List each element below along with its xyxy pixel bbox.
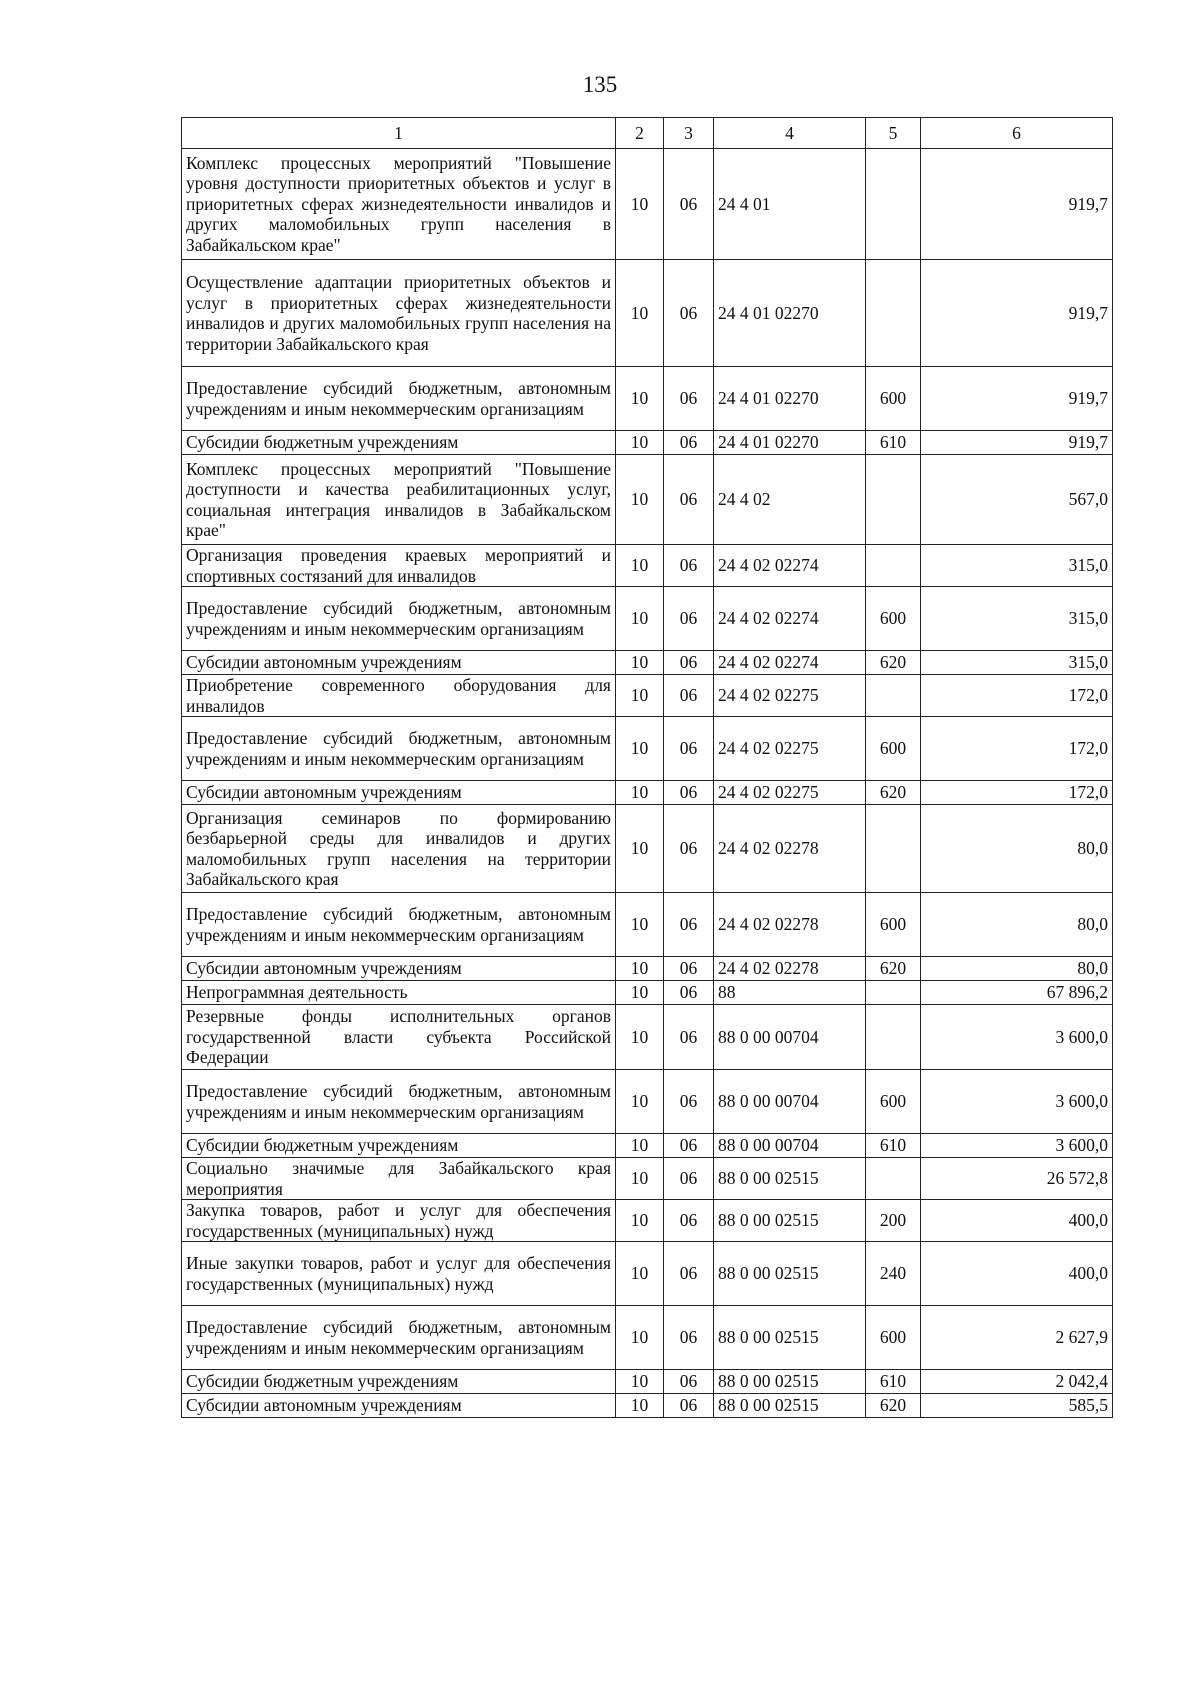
header-cell-2: 2 bbox=[616, 118, 664, 149]
table-row bbox=[182, 1306, 1113, 1370]
table-row bbox=[182, 893, 1113, 957]
expense-type-cell: 600 bbox=[866, 717, 921, 781]
row-name-cell: Организация семинаров по формированию безбарьерной среды для инвалидов и других маломобильных групп населения на территории Забайкальского края bbox=[182, 805, 616, 893]
amount-cell: 172,0 bbox=[921, 781, 1113, 805]
table-row bbox=[182, 957, 1113, 981]
header-cell-5: 5 bbox=[866, 118, 921, 149]
expense-type-cell: 610 bbox=[866, 1370, 921, 1394]
expense-type-cell bbox=[866, 981, 921, 1005]
amount-cell: 919,7 bbox=[921, 367, 1113, 431]
amount-cell: 315,0 bbox=[921, 545, 1113, 587]
section-code-cell: 10 bbox=[616, 957, 664, 981]
target-article-cell: 24 4 02 bbox=[714, 455, 866, 545]
amount-cell: 3 600,0 bbox=[921, 1070, 1113, 1134]
amount-cell: 26 572,8 bbox=[921, 1158, 1113, 1200]
section-code-cell: 10 bbox=[616, 651, 664, 675]
subsection-code-cell: 06 bbox=[664, 545, 714, 587]
amount-cell: 80,0 bbox=[921, 957, 1113, 981]
target-article-cell: 88 0 00 02515 bbox=[714, 1200, 866, 1242]
table-row bbox=[182, 1005, 1113, 1070]
row-name-cell: Социально значимые для Забайкальского края мероприятия bbox=[182, 1158, 616, 1200]
header-cell-1: 1 bbox=[182, 118, 616, 149]
section-code-cell: 10 bbox=[616, 781, 664, 805]
row-name-cell: Иные закупки товаров, работ и услуг для обеспечения государственных (муниципальных) нужд bbox=[182, 1242, 616, 1306]
expense-type-cell: 610 bbox=[866, 1134, 921, 1158]
expense-type-cell: 240 bbox=[866, 1242, 921, 1306]
table-row bbox=[182, 1370, 1113, 1394]
target-article-cell: 24 4 02 02275 bbox=[714, 675, 866, 717]
section-code-cell: 10 bbox=[616, 1070, 664, 1134]
amount-cell: 67 896,2 bbox=[921, 981, 1113, 1005]
target-article-cell: 24 4 02 02275 bbox=[714, 717, 866, 781]
subsection-code-cell: 06 bbox=[664, 1306, 714, 1370]
row-name-cell: Предоставление субсидий бюджетным, автономным учреждениям и иным некоммерческим организациям bbox=[182, 717, 616, 781]
expense-type-cell bbox=[866, 545, 921, 587]
table-row bbox=[182, 545, 1113, 587]
subsection-code-cell: 06 bbox=[664, 1370, 714, 1394]
target-article-cell: 88 0 00 02515 bbox=[714, 1306, 866, 1370]
subsection-code-cell: 06 bbox=[664, 1070, 714, 1134]
section-code-cell: 10 bbox=[616, 1242, 664, 1306]
target-article-cell: 24 4 02 02274 bbox=[714, 651, 866, 675]
subsection-code-cell: 06 bbox=[664, 805, 714, 893]
target-article-cell: 88 0 00 02515 bbox=[714, 1394, 866, 1418]
row-name-cell: Осуществление адаптации приоритетных объектов и услуг в приоритетных сферах жизнедеятельности инвалидов и других маломобильных групп населения на территории Забайкальского края bbox=[182, 260, 616, 367]
table-row bbox=[182, 1200, 1113, 1242]
row-name-cell: Субсидии автономным учреждениям bbox=[182, 1394, 616, 1418]
expense-type-cell bbox=[866, 1005, 921, 1070]
header-cell-3: 3 bbox=[664, 118, 714, 149]
section-code-cell: 10 bbox=[616, 545, 664, 587]
target-article-cell: 24 4 01 bbox=[714, 149, 866, 260]
row-name-cell: Приобретение современного оборудования для инвалидов bbox=[182, 675, 616, 717]
amount-cell: 2 042,4 bbox=[921, 1370, 1113, 1394]
row-name-cell: Субсидии бюджетным учреждениям bbox=[182, 1134, 616, 1158]
subsection-code-cell: 06 bbox=[664, 1394, 714, 1418]
target-article-cell: 24 4 01 02270 bbox=[714, 367, 866, 431]
subsection-code-cell: 06 bbox=[664, 893, 714, 957]
target-article-cell: 24 4 01 02270 bbox=[714, 260, 866, 367]
table-row bbox=[182, 1394, 1113, 1418]
expense-type-cell: 600 bbox=[866, 367, 921, 431]
subsection-code-cell: 06 bbox=[664, 455, 714, 545]
section-code-cell: 10 bbox=[616, 1005, 664, 1070]
expense-type-cell bbox=[866, 455, 921, 545]
subsection-code-cell: 06 bbox=[664, 1200, 714, 1242]
section-code-cell: 10 bbox=[616, 893, 664, 957]
expense-type-cell: 610 bbox=[866, 431, 921, 455]
subsection-code-cell: 06 bbox=[664, 957, 714, 981]
header-row bbox=[182, 118, 1113, 149]
row-name-cell: Субсидии автономным учреждениям bbox=[182, 651, 616, 675]
subsection-code-cell: 06 bbox=[664, 431, 714, 455]
target-article-cell: 88 0 00 00704 bbox=[714, 1070, 866, 1134]
row-name-cell: Предоставление субсидий бюджетным, автономным учреждениям и иным некоммерческим организациям bbox=[182, 1070, 616, 1134]
section-code-cell: 10 bbox=[616, 1158, 664, 1200]
subsection-code-cell: 06 bbox=[664, 717, 714, 781]
amount-cell: 919,7 bbox=[921, 260, 1113, 367]
table-row bbox=[182, 587, 1113, 651]
row-name-cell: Организация проведения краевых мероприятий и спортивных состязаний для инвалидов bbox=[182, 545, 616, 587]
section-code-cell: 10 bbox=[616, 675, 664, 717]
target-article-cell: 24 4 02 02275 bbox=[714, 781, 866, 805]
target-article-cell: 88 bbox=[714, 981, 866, 1005]
amount-cell: 2 627,9 bbox=[921, 1306, 1113, 1370]
header-cell-6: 6 bbox=[921, 118, 1113, 149]
section-code-cell: 10 bbox=[616, 1370, 664, 1394]
target-article-cell: 88 0 00 00704 bbox=[714, 1005, 866, 1070]
subsection-code-cell: 06 bbox=[664, 781, 714, 805]
target-article-cell: 24 4 02 02278 bbox=[714, 805, 866, 893]
amount-cell: 400,0 bbox=[921, 1200, 1113, 1242]
expense-type-cell: 600 bbox=[866, 1070, 921, 1134]
subsection-code-cell: 06 bbox=[664, 675, 714, 717]
table-row bbox=[182, 260, 1113, 367]
expense-type-cell bbox=[866, 805, 921, 893]
subsection-code-cell: 06 bbox=[664, 1158, 714, 1200]
expense-type-cell: 600 bbox=[866, 587, 921, 651]
target-article-cell: 88 0 00 02515 bbox=[714, 1370, 866, 1394]
amount-cell: 315,0 bbox=[921, 587, 1113, 651]
table-row bbox=[182, 651, 1113, 675]
row-name-cell: Комплекс процессных мероприятий "Повышение уровня доступности приоритетных объектов и услуг в приоритетных сферах жизнедеятельности инвалидов и других маломобильных групп населения в Забайкальском крае" bbox=[182, 149, 616, 260]
table-row bbox=[182, 981, 1113, 1005]
amount-cell: 80,0 bbox=[921, 893, 1113, 957]
subsection-code-cell: 06 bbox=[664, 1134, 714, 1158]
row-name-cell: Непрограммная деятельность bbox=[182, 981, 616, 1005]
target-article-cell: 24 4 02 02278 bbox=[714, 957, 866, 981]
amount-cell: 400,0 bbox=[921, 1242, 1113, 1306]
amount-cell: 919,7 bbox=[921, 149, 1113, 260]
amount-cell: 919,7 bbox=[921, 431, 1113, 455]
amount-cell: 315,0 bbox=[921, 651, 1113, 675]
target-article-cell: 88 0 00 00704 bbox=[714, 1134, 866, 1158]
expense-type-cell bbox=[866, 149, 921, 260]
section-code-cell: 10 bbox=[616, 717, 664, 781]
section-code-cell: 10 bbox=[616, 455, 664, 545]
page-number: 135 bbox=[582, 72, 618, 97]
section-code-cell: 10 bbox=[616, 1394, 664, 1418]
table-row bbox=[182, 1070, 1113, 1134]
amount-cell: 585,5 bbox=[921, 1394, 1113, 1418]
amount-cell: 172,0 bbox=[921, 675, 1113, 717]
section-code-cell: 10 bbox=[616, 1200, 664, 1242]
row-name-cell: Резервные фонды исполнительных органов государственной власти субъекта Российской Федерации bbox=[182, 1005, 616, 1070]
expense-type-cell: 620 bbox=[866, 957, 921, 981]
table-row bbox=[182, 1242, 1113, 1306]
expense-type-cell bbox=[866, 675, 921, 717]
section-code-cell: 10 bbox=[616, 1306, 664, 1370]
row-name-cell: Субсидии бюджетным учреждениям bbox=[182, 431, 616, 455]
subsection-code-cell: 06 bbox=[664, 1242, 714, 1306]
row-name-cell: Субсидии бюджетным учреждениям bbox=[182, 1370, 616, 1394]
budget-table bbox=[181, 117, 1113, 1418]
expense-type-cell: 200 bbox=[866, 1200, 921, 1242]
amount-cell: 3 600,0 bbox=[921, 1134, 1113, 1158]
table-row bbox=[182, 431, 1113, 455]
target-article-cell: 88 0 00 02515 bbox=[714, 1158, 866, 1200]
section-code-cell: 10 bbox=[616, 367, 664, 431]
section-code-cell: 10 bbox=[616, 260, 664, 367]
table-row bbox=[182, 675, 1113, 717]
amount-cell: 80,0 bbox=[921, 805, 1113, 893]
row-name-cell: Субсидии автономным учреждениям bbox=[182, 781, 616, 805]
target-article-cell: 24 4 02 02278 bbox=[714, 893, 866, 957]
section-code-cell: 10 bbox=[616, 805, 664, 893]
subsection-code-cell: 06 bbox=[664, 981, 714, 1005]
target-article-cell: 24 4 02 02274 bbox=[714, 587, 866, 651]
amount-cell: 172,0 bbox=[921, 717, 1113, 781]
section-code-cell: 10 bbox=[616, 981, 664, 1005]
target-article-cell: 88 0 00 02515 bbox=[714, 1242, 866, 1306]
table-row bbox=[182, 149, 1113, 260]
header-cell-4: 4 bbox=[714, 118, 866, 149]
expense-type-cell bbox=[866, 260, 921, 367]
row-name-cell: Предоставление субсидий бюджетным, автономным учреждениям и иным некоммерческим организациям bbox=[182, 893, 616, 957]
table-row bbox=[182, 805, 1113, 893]
row-name-cell: Комплекс процессных мероприятий "Повышение доступности и качества реабилитационных услуг, социальная интеграция инвалидов в Забайкальском крае" bbox=[182, 455, 616, 545]
section-code-cell: 10 bbox=[616, 149, 664, 260]
expense-type-cell: 620 bbox=[866, 781, 921, 805]
amount-cell: 567,0 bbox=[921, 455, 1113, 545]
table-row bbox=[182, 781, 1113, 805]
table-row bbox=[182, 717, 1113, 781]
section-code-cell: 10 bbox=[616, 431, 664, 455]
expense-type-cell: 620 bbox=[866, 651, 921, 675]
target-article-cell: 24 4 01 02270 bbox=[714, 431, 866, 455]
subsection-code-cell: 06 bbox=[664, 367, 714, 431]
table-row bbox=[182, 1158, 1113, 1200]
row-name-cell: Закупка товаров, работ и услуг для обеспечения государственных (муниципальных) нужд bbox=[182, 1200, 616, 1242]
subsection-code-cell: 06 bbox=[664, 587, 714, 651]
row-name-cell: Субсидии автономным учреждениям bbox=[182, 957, 616, 981]
table-row bbox=[182, 1134, 1113, 1158]
row-name-cell: Предоставление субсидий бюджетным, автономным учреждениям и иным некоммерческим организациям bbox=[182, 1306, 616, 1370]
row-name-cell: Предоставление субсидий бюджетным, автономным учреждениям и иным некоммерческим организациям bbox=[182, 367, 616, 431]
section-code-cell: 10 bbox=[616, 587, 664, 651]
table-row bbox=[182, 367, 1113, 431]
expense-type-cell: 600 bbox=[866, 893, 921, 957]
expense-type-cell bbox=[866, 1158, 921, 1200]
target-article-cell: 24 4 02 02274 bbox=[714, 545, 866, 587]
expense-type-cell: 620 bbox=[866, 1394, 921, 1418]
subsection-code-cell: 06 bbox=[664, 1005, 714, 1070]
amount-cell: 3 600,0 bbox=[921, 1005, 1113, 1070]
table-row bbox=[182, 455, 1113, 545]
subsection-code-cell: 06 bbox=[664, 260, 714, 367]
subsection-code-cell: 06 bbox=[664, 149, 714, 260]
subsection-code-cell: 06 bbox=[664, 651, 714, 675]
expense-type-cell: 600 bbox=[866, 1306, 921, 1370]
section-code-cell: 10 bbox=[616, 1134, 664, 1158]
row-name-cell: Предоставление субсидий бюджетным, автономным учреждениям и иным некоммерческим организациям bbox=[182, 587, 616, 651]
